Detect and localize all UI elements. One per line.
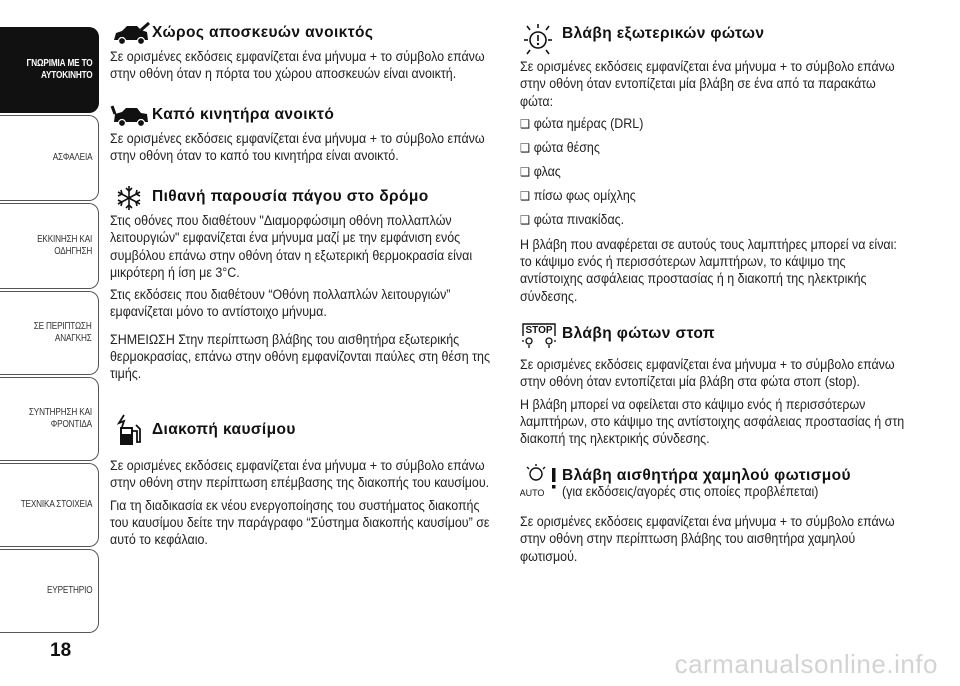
tab-label: ΕΥΡΕΤΗΡΙΟ	[46, 585, 92, 596]
stop-icon-text: STOP	[525, 325, 553, 336]
section-light-sensor-failure	[520, 462, 910, 565]
tab-label: ΓΝΩΡΙΜΙΑ ΜΕ ΤΟ ΑΥΤΟΚΙΝΗΤΟ	[25, 58, 92, 81]
paragraph: Σε ορισμένες εκδόσεις εμφανίζεται ένα μήνυμα + το σύμβολο επάνω στην οθόνη όταν εντοπίζεται μία βλάβη στα φώτα στοπ (stop).	[520, 357, 895, 390]
watermark: carmanualsonline.info	[674, 649, 938, 679]
paragraph: Σε ορισμένες εκδόσεις εμφανίζεται ένα μήνυμα + το σύμβολο επάνω στην οθόνη όταν εντοπίζεται μία βλάβη σε ένα από τα παρακάτω φώτα:	[520, 59, 895, 109]
tab-label: ΑΣΦΑΛΕΙΑ	[52, 152, 92, 163]
section-title: Βλάβη φώτων στοπ	[562, 325, 716, 342]
paragraph: Στις εκδόσεις που διαθέτουν “Οθόνη πολλαπλών λειτουργιών” εμφανίζεται μόνο το αντίστοιχο μήνυμα.	[110, 287, 451, 320]
paragraph: ΣΗΜΕΙΩΣΗ Στην περίπτωση βλάβης του αισθητήρα εξωτερικής θερμοκρασίας, επάνω στην οθόνη εμφανίζονται παύλες στη θέση της τιμής.	[110, 331, 490, 382]
paragraph: Η βλάβη μπορεί να οφείλεται στο κάψιμο ενός ή περισσότερων λαμπτήρων, στο κάψιμο της αντίστοιχης ασφάλειας προστασίας ή στη διακοπή της ηλεκτρικής σύνδεσης.	[520, 396, 905, 447]
light-list	[520, 112, 910, 232]
paragraph: Στις οθόνες που διαθέτουν "Διαμορφώσιμη οθόνη πολλαπλών λειτουργιών" εμφανίζεται ένα μήνυμα μαζί με την εμφάνιση ενός συμβόλου επάνω στην οθόνη όταν η εξωτερική θερμοκρασία είναι μικρότερη ή ίση με 3°C.	[110, 213, 473, 280]
tab-label: ΣΥΝΤΗΡΗΣΗ ΚΑΙ ΦΡΟΝΤΙΔΑ	[28, 407, 92, 430]
fuel-cutoff-icon	[110, 411, 152, 449]
tab-maintenance[interactable]	[0, 377, 99, 461]
list-item: ❑ φώτα θέσης	[520, 136, 883, 160]
car-bonnet-open-icon	[110, 100, 152, 130]
snowflake-icon	[110, 182, 152, 212]
section-title: Πιθανή παρουσία πάγου στο δρόμο	[152, 188, 429, 205]
section-fuel-cutoff	[110, 411, 500, 548]
tab-index[interactable]	[0, 549, 99, 633]
section-title: Καπό κινητήρα ανοικτό	[152, 106, 335, 123]
list-item: ❑ φλας	[520, 160, 883, 184]
page-number: 18	[50, 640, 72, 661]
section-title: Χώρος αποσκευών ανοικτός	[152, 24, 374, 41]
list-item: ❑ πίσω φως ομίχλης	[520, 184, 883, 208]
section-external-lights-failure	[520, 20, 910, 305]
tab-label: ΣΕ ΠΕΡΙΠΤΩΣΗ ΑΝΑΓΚΗΣ	[34, 321, 92, 344]
list-item: ❑ φώτα ημέρας (DRL)	[520, 112, 883, 136]
section-ice-warning	[110, 182, 500, 383]
tab-label: ΤΕΧΝΙΚΑ ΣΤΟΙΧΕΙΑ	[20, 499, 92, 510]
paragraph: Η βλάβη που αναφέρεται σε αυτούς τους λαμπτήρες μπορεί να είναι: το κάψιμο ενός ή περισσότερων λαμπτήρων, το κάψιμο της αντίστοιχης ασφάλειας προστασίας ή η διακοπή της ηλεκτρικής σύνδεσης.	[520, 236, 897, 304]
list-item: ❑ φώτα πινακίδας.	[520, 208, 883, 232]
tab-safety[interactable]	[0, 115, 99, 201]
paragraph: Σε ορισμένες εκδόσεις εμφανίζεται ένα μήνυμα + το σύμβολο επάνω στην οθόνη όταν το καπό του κινητήρα είναι ανοικτό.	[110, 131, 485, 164]
tab-getting-to-know[interactable]	[0, 27, 99, 113]
section-stop-lights-failure	[520, 318, 910, 447]
tab-technical-data[interactable]	[0, 463, 99, 547]
section-subtitle: (για εκδόσεις/αγορές στις οποίες προβλέπεται)	[562, 484, 819, 499]
paragraph: Σε ορισμένες εκδόσεις εμφανίζεται ένα μήνυμα + το σύμβολο επάνω στην οθόνη όταν η πόρτα του χώρου αποσκευών είναι ανοικτή.	[110, 49, 485, 82]
section-title: Βλάβη αισθητήρα χαμηλού φωτισμού	[562, 467, 851, 484]
tab-starting-driving[interactable]	[0, 203, 99, 289]
section-bonnet-open	[110, 100, 500, 165]
stop-light-failure-icon	[520, 318, 562, 350]
section-title: Διακοπή καυσίμου	[152, 421, 296, 438]
tab-label: ΕΚΚΙΝΗΣΗ ΚΑΙ ΟΔΗΓΗΣΗ	[36, 234, 92, 257]
paragraph: Σε ορισμένες εκδόσεις εμφανίζεται ένα μήνυμα + το σύμβολο επάνω στην οθόνη στην περίπτωση βλάβης του αισθητήρα χαμηλού φωτισμού.	[520, 514, 895, 564]
paragraph: Για τη διαδικασία εκ νέου ενεργοποίησης του συστήματος διακοπής του καυσίμου δείτε την παράγραφο “Σύστημα διακοπής καυσίμου” σε αυτό το κεφάλαιο.	[110, 497, 490, 548]
tab-emergency[interactable]	[0, 291, 99, 375]
bulb-failure-icon	[520, 20, 562, 58]
section-title: Βλάβη εξωτερικών φώτων	[562, 25, 765, 42]
auto-light-sensor-icon	[520, 462, 562, 500]
paragraph: Σε ορισμένες εκδόσεις εμφανίζεται ένα μήνυμα + το σύμβολο επάνω στην οθόνη στην περίπτωση επέμβασης της διακοπής του καυσίμου.	[110, 458, 490, 491]
car-trunk-open-icon	[110, 18, 152, 48]
section-trunk-open	[110, 18, 500, 83]
auto-icon-text: AUTO	[520, 488, 545, 498]
